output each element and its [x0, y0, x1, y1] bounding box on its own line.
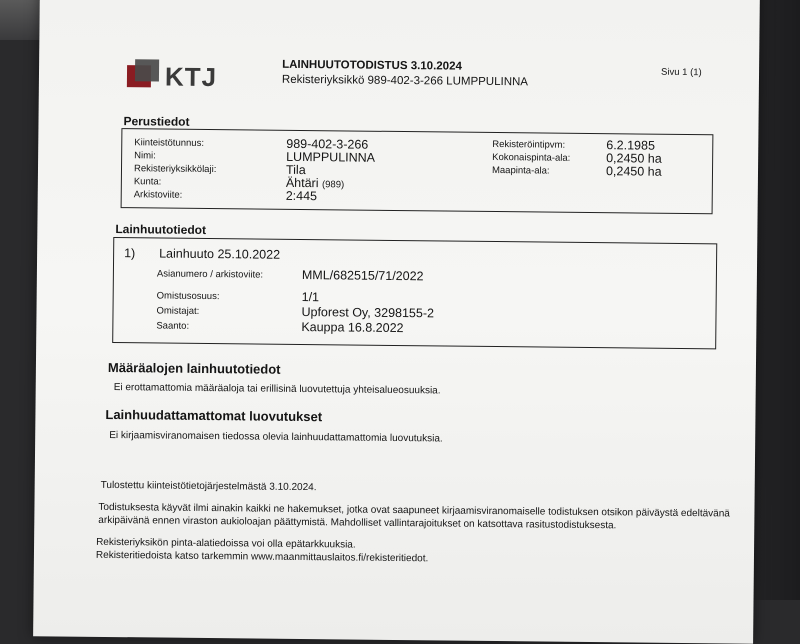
document-page — [33, 0, 760, 644]
kunta-value: Ähtäri — [285, 175, 319, 191]
area-note-line-2: Rekisteritiedoista katso tarkemmin www.maanmittauslaitos.fi/rekisteritiedot. — [95, 549, 429, 565]
lainhuuto-box — [112, 237, 717, 349]
field-value: Upforest Oy, 3298155-2 — [301, 304, 435, 321]
logo-mark-gray — [135, 59, 159, 81]
field-value: Tila — [285, 162, 306, 178]
field-value: 2:445 — [285, 188, 318, 204]
field-label: Kiinteistötunnus: — [134, 137, 205, 149]
field-label: Omistajat: — [156, 305, 200, 317]
field-label: Rekisteriyksikkölaji: — [133, 163, 217, 176]
document-subtitle: Rekisteriyksikkö 989-402-3-266 LUMPPULINNA — [281, 73, 529, 89]
lainhuuto-number: 1) — [124, 246, 136, 261]
area-note-line-1: Rekisteriyksikön pinta-alatiedoissa voi olla epätarkkuuksia. — [96, 536, 356, 551]
field-label: Omistusosuus: — [156, 290, 220, 303]
disclaimer-line-2: arkipäivänä ennen viraston aukioloajan päättymistä. Mahdolliset vallintarajoitukset on katsottava rasitustodistuksesta. — [98, 514, 617, 532]
section-heading-maaraalat: Määräalojen lainhuutotiedot — [107, 359, 281, 377]
field-label: Arkistoviite: — [133, 189, 183, 201]
field-value: Kauppa 16.8.2022 — [301, 319, 404, 336]
field-value: 0,2450 ha — [606, 151, 662, 166]
field-value: LUMPPULINNA — [286, 149, 376, 165]
field-value: 1/1 — [301, 289, 320, 305]
field-label: Nimi: — [134, 150, 156, 162]
section-heading-lainhuutotiedot: Lainhuutotiedot — [115, 222, 207, 237]
field-label: Saanto: — [156, 320, 190, 332]
field-value: 989-402-3-266 — [286, 136, 369, 152]
disclaimer-line-1: Todistuksesta käyvät ilmi ainakin kaikki ne hakemukset, jotka ovat saapuneet kirjaamisviranomaiselle todistuksen otsikon päiväystä edeltävänä — [98, 501, 730, 520]
lainhuuto-title: Lainhuuto 25.10.2022 — [159, 246, 281, 262]
page-number: Sivu 1 (1) — [660, 66, 702, 79]
printed-note: Tulostettu kiinteistötietojärjestelmästä 3.10.2024. — [100, 479, 317, 494]
field-value: 6.2.1985 — [606, 138, 656, 153]
field-label: Maapinta-ala: — [491, 164, 550, 177]
maaraalat-text: Ei erottamattomia määräaloja tai erillisinä luovutettuja yhteisalueosuuksia. — [113, 382, 441, 397]
perustiedot-box — [121, 128, 714, 214]
ktj-logo — [127, 59, 217, 94]
document-title: LAINHUUTOTODISTUS 3.10.2024 — [282, 58, 462, 73]
field-label: Rekisteröintipvm: — [492, 138, 566, 151]
section-heading-perustiedot: Perustiedot — [123, 114, 190, 129]
field-label: Kokonaispinta-ala: — [492, 151, 571, 164]
kunta-code: (989) — [321, 179, 345, 191]
logo-text: KTJ — [164, 61, 218, 93]
luovutukset-text: Ei kirjaamisviranomaisen tiedossa olevia lainhuudattamattomia luovutuksia. — [109, 429, 443, 445]
field-label: Kunta: — [133, 176, 162, 188]
section-heading-luovutukset: Lainhuudattamattomat luovutukset — [105, 406, 323, 425]
field-value: MML/682515/71/2022 — [301, 267, 424, 284]
field-value: 0,2450 ha — [605, 164, 662, 179]
field-label: Asianumero / arkistoviite: — [156, 268, 264, 281]
